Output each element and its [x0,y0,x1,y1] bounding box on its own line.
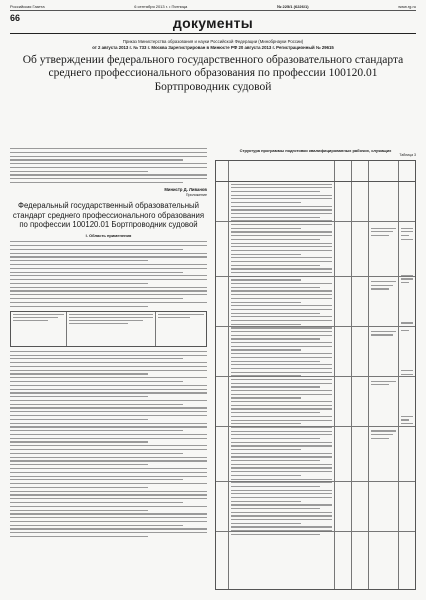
order-line-1: Приказ Министерства образования и науки Российской Федерации (Минобрнауки России) [122,39,304,44]
col-hours-required [352,161,369,589]
minister-signature: Министр Д. Ливанов [164,187,207,193]
section-title: документы [172,15,254,31]
website[interactable]: www.rg.ru [398,4,416,9]
intro-text [10,148,207,183]
page-number: 66 [10,13,21,23]
newspaper-name: Российская Газета [10,4,45,9]
col-discipline [369,161,399,589]
section-heading: I. Область применения [85,233,132,239]
right-column [215,148,416,596]
left-column [10,148,207,596]
col-index [216,161,229,589]
col-competence-codes [399,161,415,589]
structure-table-heading: Структура программы подготовки квалифицированных рабочих, служащих [239,148,392,153]
document-title: Об утверждении федерального государственного образовательного стандарта среднего профессионального образования по профессии 100120.01 Бортпроводник судовой [22,54,404,93]
issue-number: № 225/1 (6226/1) [276,4,309,9]
structure-table [215,160,416,590]
order-line-2: от 2 августа 2013 г. № 733 г. Москва Зарегистрирован в Минюсте РФ 20 августа 2013 г. Регистрационный № 29615 [92,44,334,50]
col-hours-max [335,161,352,589]
standard-title: Федеральный государственный образовательный стандарт среднего профессионального образования по профессии 100120.01 Бортпроводник судовой [12,201,205,229]
top-rule [10,4,416,11]
article-columns [10,148,416,596]
masthead [10,11,416,34]
table-label: Таблица 3 [399,153,416,157]
body-text-2 [10,351,207,537]
body-text-1 [10,241,207,306]
order-header [10,39,416,50]
col-description [229,161,335,589]
qualification-table [10,311,207,347]
issue-date: 6 сентября 2013 г. • Пятница [134,4,188,9]
appendix-label: Приложение [185,193,207,198]
